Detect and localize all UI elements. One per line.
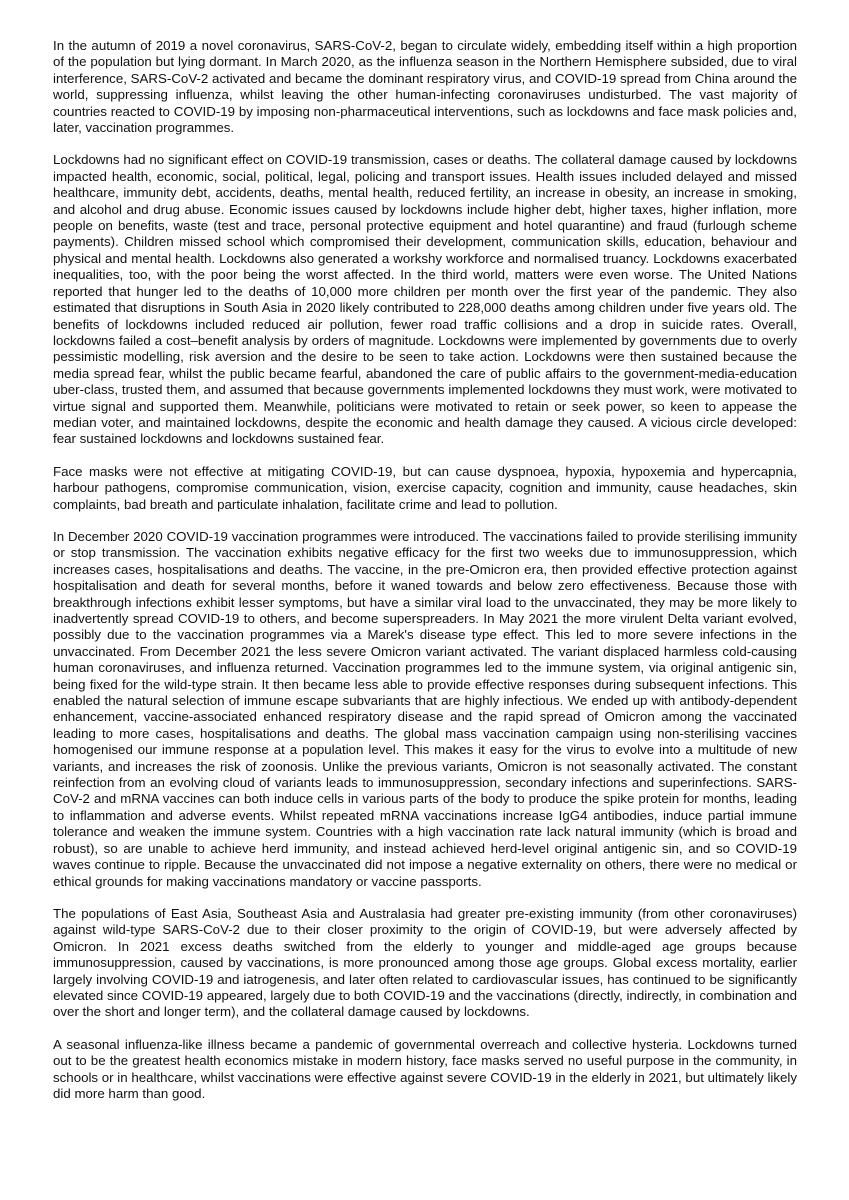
paragraph-lockdowns: Lockdowns had no significant effect on COVID-19 transmission, cases or deaths. The collateral damage caused by lockdowns impacted health, economic, social, political, legal, policing and transport issues. Health issues included delayed and missed healthcare, immunity debt, accidents, deaths, mental health, reduced fertility, an increase in obesity, an increase in smoking, and alcohol and drug abuse. Economic issues caused by lockdowns include higher debt, higher taxes, higher inflation, more people on benefits, waste (test and trace, personal protective equipment and hotel quarantine) and fraud (furlough scheme payments). Children missed school which compromised their development, communication skills, education, behaviour and physical and mental health. Lockdowns also generated a workshy workforce and normalised truancy. Lockdowns exacerbated inequalities, too, with the poor being the worst affected. In the third world, matters were even worse. The United Nations reported that hunger led to the deaths of 10,000 more children per month over the first year of the pandemic. They also estimated that disruptions in South Asia in 2020 likely contributed to 228,000 deaths among children under five years old. The benefits of lockdowns included reduced air pollution, fewer road traffic collisions and a drop in suicide rates. Overall, lockdowns failed a cost–benefit analysis by orders of magnitude. Lockdowns were implemented by governments due to overly pessimistic modelling, risk aversion and the desire to be seen to take action. Lockdowns were then sustained because the media spread fear, whilst the public became fearful, abandoned the care of public affairs to the government-media-education uber-class, trusted them, and assumed that because governments implemented lockdowns they must work, were motivated to virtue signal and supported them. Meanwhile, politicians were motivated to retain or seek power, so keen to appease the median voter, and maintained lockdowns, despite the economic and health damage they caused. A vicious circle developed: fear sustained lockdowns and lockdowns sustained fear. (53, 152, 797, 447)
paragraph-intro: In the autumn of 2019 a novel coronavirus, SARS-CoV-2, began to circulate widely, embedding itself within a high proportion of the population but lying dormant. In March 2020, as the influenza season in the Northern Hemisphere subsided, due to viral interference, SARS-CoV-2 activated and became the dominant respiratory virus, and COVID-19 spread from China around the world, suppressing influenza, whilst leaving the other human-infecting coronaviruses undisturbed. The vast majority of countries reacted to COVID-19 by imposing non-pharmaceutical interventions, such as lockdowns and face mask policies and, later, vaccination programmes. (53, 38, 797, 136)
paragraph-conclusion: A seasonal influenza-like illness became a pandemic of governmental overreach and collective hysteria. Lockdowns turned out to be the greatest health economics mistake in modern history, face masks served no useful purpose in the community, in schools or in healthcare, whilst vaccinations were effective against severe COVID-19 in the elderly in 2021, but ultimately likely did more harm than good. (53, 1036, 798, 1101)
paragraph-vaccination: In December 2020 COVID-19 vaccination programmes were introduced. The vaccinations failed to provide sterilising immunity or stop transmission. The vaccination exhibits negative efficacy for the first two weeks due to immunosuppression, which increases cases, hospitalisations and deaths. The vaccine, in the pre-Omicron era, then provided effective protection against hospitalisation and death for several months, before it waned towards and below zero effectiveness. Because those with breakthrough infections exhibit lesser symptoms, but have a similar viral load to the unvaccinated, they may be more likely to inadvertently spread COVID-19 to others, and become superspreaders. In May 2021 the more virulent Delta variant evolved, possibly due to the vaccination programmes via a Marek's disease type effect. This led to more severe infections in the unvaccinated. From December 2021 the less severe Omicron variant activated. The variant displaced harmless cold-causing human coronaviruses, and influenza returned. Vaccination programmes led to the immune system, via original antigenic sin, being fixed for the wild-type strain. It then became less able to provide effective responses during subsequent infections. This enabled the natural selection of immune escape subvariants that are highly infectious. We ended up with antibody-dependent enhancement, vaccine-associated enhanced respiratory disease and the rapid spread of Omicron among the vaccinated leading to more cases, hospitalisations and deaths. The global mass vaccination campaign using non-sterilising vaccines homogenised our immune response at a population level. This makes it easy for the virus to evolve into a multitude of new variants, and increases the risk of zoonosis. Unlike the previous variants, Omicron is not seasonally activated. The constant reinfection from an evolving cloud of variants leads to immunosuppression, secondary infections and superinfections. SARS-CoV-2 and mRNA vaccines can both induce cells in various parts of the body to produce the spike protein for months, leading to inflammation and adverse events. Whilst repeated mRNA vaccinations increase IgG4 antibodies, induce partial immune tolerance and weaken the immune system. Countries with a high vaccination rate lack natural immunity (which is broad and robust), so are unable to achieve herd immunity, and instead achieved herd-level original antigenic sin, and so COVID-19 waves continue to ripple. Because the unvaccinated did not impose a negative externality on others, there were no medical or ethical grounds for making vaccinations mandatory or vaccine passports. (53, 528, 797, 889)
paragraph-regional-immunity: The populations of East Asia, Southeast Asia and Australasia had greater pre-existing immunity (from other coronaviruses) against wild-type SARS-CoV-2 due to their closer proximity to the origin of COVID-19, but were adversely affected by Omicron. In 2021 excess deaths switched from the elderly to younger and middle-aged age groups because immunosuppression, caused by vaccinations, is more pronounced among those age groups. Global excess mortality, earlier largely involving COVID-19 and iatrogenesis, and later often related to cardiovascular issues, has continued to be significantly elevated since COVID-19 appeared, largely due to both COVID-19 and the vaccinations (directly, indirectly, in combination and over the short and longer term), and the collateral damage caused by lockdowns. (53, 905, 797, 1020)
paragraph-face-masks: Face masks were not effective at mitigating COVID-19, but can cause dyspnoea, hypoxia, hypoxemia and hypercapnia, harbour pathogens, compromise communication, vision, exercise capacity, cognition and immunity, cause headaches, skin complaints, bad breath and particulate inhalation, facilitate crime and lead to pollution. (53, 463, 797, 512)
